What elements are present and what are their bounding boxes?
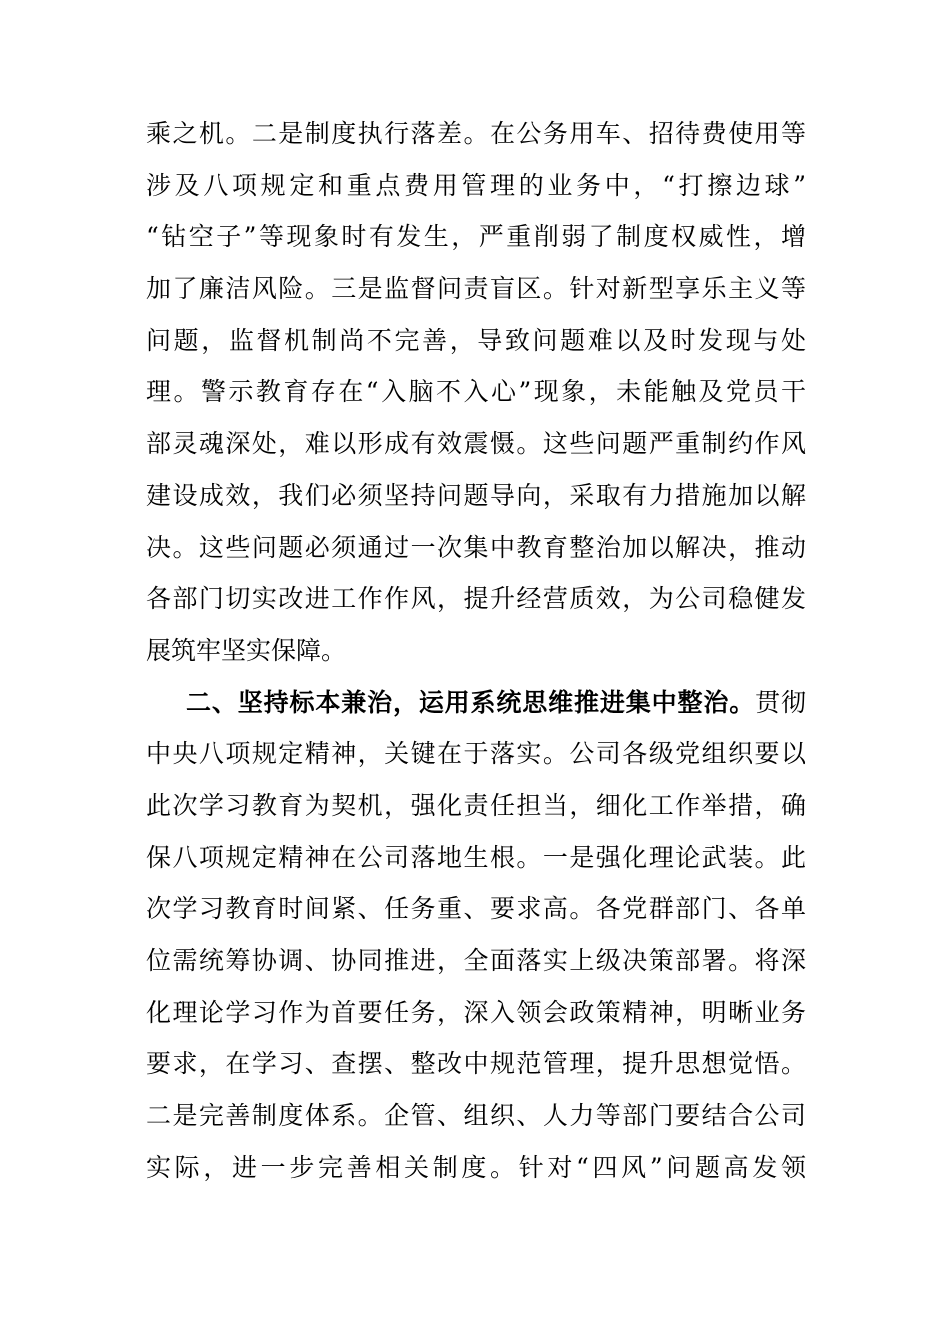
text-line: 建设成效，我们必须坚持问题导向，采取有力措施加以解 — [146, 480, 806, 510]
text-line: 展筑牢坚实保障。 — [146, 635, 347, 665]
text-line: 要求，在学习、查摆、整改中规范管理，提升思想觉悟。 — [146, 1049, 806, 1079]
text-line: 化理论学习作为首要任务，深入领会政策精神，明晰业务 — [146, 997, 806, 1027]
text-line: 决。这些问题必须通过一次集中教育整治加以解决，推动 — [146, 532, 806, 562]
document-page — [146, 108, 806, 1193]
section-heading-line — [146, 677, 806, 729]
paragraph-2 — [146, 677, 806, 1194]
text-line: 加了廉洁风险。三是监督问责盲区。针对新型享乐主义等 — [146, 274, 806, 304]
text-line: 此次学习教育为契机，强化责任担当，细化工作举措，确 — [146, 790, 806, 820]
paragraph-1 — [146, 108, 806, 677]
heading-line-text: 贯彻 — [755, 687, 806, 717]
text-line: 各部门切实改进工作作风，提升经营质效，为公司稳健发 — [146, 584, 806, 614]
text-line: 问题，监督机制尚不完善，导致问题难以及时发现与处 — [146, 325, 806, 355]
text-line: 次学习教育时间紧、任务重、要求高。各党群部门、各单 — [146, 894, 806, 924]
text-line: 中央八项规定精神，关键在于落实。公司各级党组织要以 — [146, 739, 806, 769]
section-heading: 二、坚持标本兼治，运用系统思维推进集中整治。 — [186, 687, 756, 717]
text-line: 二是完善制度体系。企管、组织、人力等部门要结合公司 — [146, 1101, 806, 1131]
text-line: 部灵魂深处，难以形成有效震慑。这些问题严重制约作风 — [146, 429, 806, 459]
text-line: 理。警示教育存在“入脑不入心”现象，未能触及党员干 — [146, 377, 806, 407]
text-line: 乘之机。二是制度执行落差。在公务用车、招待费使用等 — [146, 119, 806, 148]
text-line: 实际，进一步完善相关制度。针对“四风”问题高发领 — [146, 1152, 806, 1182]
text-line: 涉及八项规定和重点费用管理的业务中，“打擦边球” — [146, 170, 806, 200]
text-line: “钻空子”等现象时有发生，严重削弱了制度权威性，增 — [146, 222, 806, 252]
text-line: 保八项规定精神在公司落地生根。一是强化理论武装。此 — [146, 842, 806, 872]
text-line: 位需统筹协调、协同推进，全面落实上级决策部署。将深 — [146, 946, 806, 975]
